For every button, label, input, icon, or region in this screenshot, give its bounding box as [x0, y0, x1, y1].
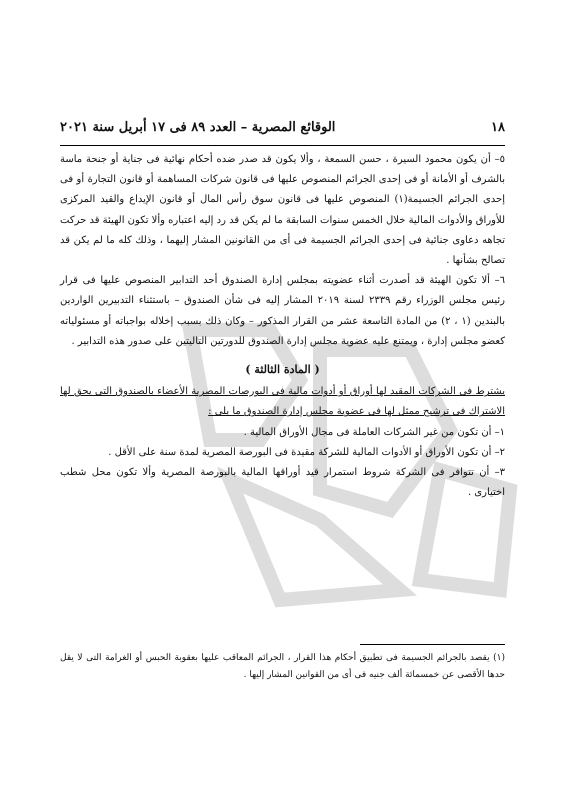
footnote-divider: [360, 644, 505, 645]
article-three-heading: ( المادة الثالثة ): [245, 363, 320, 377]
gazette-header-title: الوقائع المصرية – العدد ٨٩ فى ١٧ أبريل سنة ٢٠٢١: [60, 120, 336, 135]
document-body: [60, 150, 505, 503]
page-header: [60, 120, 505, 142]
paragraph-condition-5: ٥– أن يكون محمود السيرة ، حسن السمعة ، وألا يكون قد صدر ضده أحكام نهائية فى جناية أو جنحة ماسة بالشرف أو الأمانة أو فى إحدى الجرائم المنصوص عليها فى قانون شركات المساهمة أو قانون التجارة أو فى إحدى الجرائم الجسيمة(١) المنصوص عليها فى قانون سوق رأس المال أو قانون الإيداع والقيد المركزى للأوراق والأدوات المالية خلال الخمس سنوات السابقة ما لم يكن قد رد إليه اعتباره وألا تكون الهيئة قد حركت تجاهه دعاوى جنائية فى إحدى الجرائم الجسيمة فى أى من القانونين المشار إليهما ، وذلك كله ما لم يكن قد تصالح بشأنها .: [60, 154, 505, 267]
page-number: ١٨: [491, 120, 505, 135]
article-item-2: ٢– أن تكون الأوراق أو الأدوات المالية للشركة مقيدة فى البورصة المصرية لمدة سنة على الأقل .: [108, 446, 505, 458]
article-three-intro: يشترط فى الشركات المقيد لها أوراق أو أدوات مالية فى البورصات المصرية الأعضاء بالصندوق التى يحق لها الاشتراك فى ترشيح ممثل لها فى عضوية مجلس إدارة الصندوق ما يلى :: [60, 386, 505, 418]
article-item-3: ٣– أن تتوافر فى الشركة شروط استمرار قيد أوراقها المالية بالبورصة المصرية وألا تكون محل شطب اختيارى .: [60, 467, 505, 499]
header-divider: [60, 145, 505, 146]
article-item-1: ١– أن تكون من غير الشركات العاملة فى مجال الأوراق المالية .: [243, 426, 505, 438]
footnote: (١) يقصد بالجرائم الجسيمة فى تطبيق أحكام هذا القرار ، الجرائم المعاقب عليها بعقوبة الحبس أو الغرامة التى لا يقل حدها الأقصى عن خمسمائة ألف جنيه فى أى من القوانين المشار إليها .: [60, 653, 505, 680]
paragraph-condition-6: ٦– ألا تكون الهيئة قد أصدرت أثناء عضويته بمجلس إدارة الصندوق أحد التدابير المنصوص عليها فى قرار رئيس مجلس الوزراء رقم ٢٣٣٩ لسنة ٢٠١٩ المشار إليه فى شأن الصندوق – باستثناء التدبيرين الواردين بالبندين (١ ، ٢) من المادة التاسعة عشر من القرار المذكور – وكان ذلك بسبب إخلاله بواجباته أو مسئولياته كعضو مجلس إدارة ، ويمتنع عليه عضوية مجلس إدارة الصندوق للدورتين التاليتين على صدور هذه التدابير .: [60, 275, 506, 347]
